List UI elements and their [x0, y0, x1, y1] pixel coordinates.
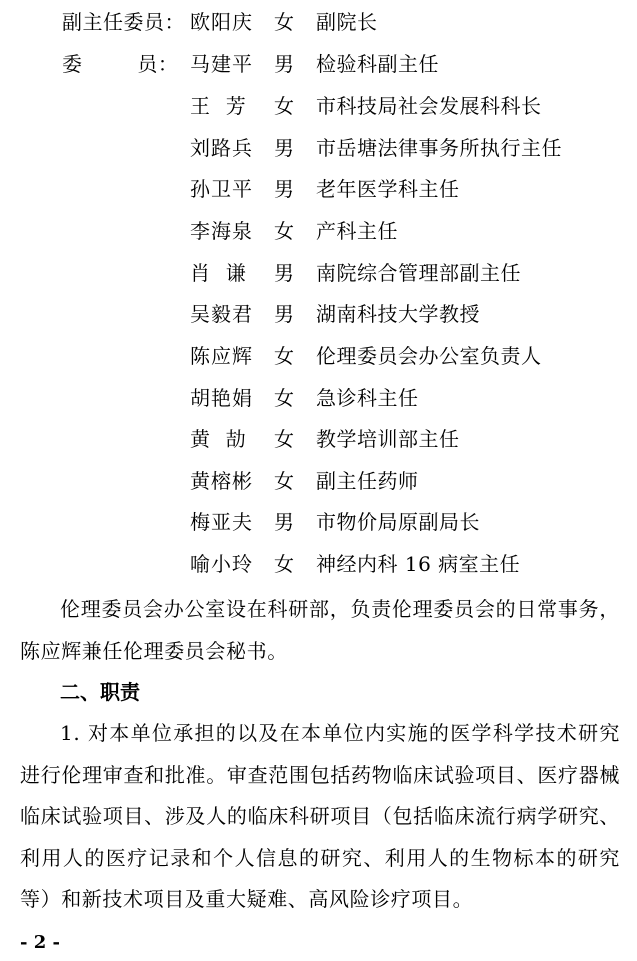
member-name: 梅亚夫	[190, 510, 253, 534]
member-name: 喻小玲	[190, 552, 253, 576]
member-title: 副主任药师	[316, 469, 419, 493]
section-heading: 二、职责	[60, 680, 140, 704]
member-title: 南院综合管理部副主任	[316, 261, 521, 285]
member-name: 陈应辉	[190, 344, 253, 368]
member-gender: 男	[274, 177, 294, 201]
member-gender: 女	[274, 552, 294, 576]
member-gender: 男	[274, 136, 294, 160]
member-title: 教学培训部主任	[316, 427, 460, 451]
member-gender: 女	[274, 94, 294, 118]
vice-chair-role: 副主任委员：	[62, 10, 185, 34]
member-gender: 女	[274, 344, 294, 368]
member-title: 神经内科 16 病室主任	[316, 552, 521, 576]
member-name: 刘路兵	[190, 136, 253, 160]
vice-chair-gender: 女	[274, 10, 294, 34]
member-name: 肖 谦	[190, 261, 247, 285]
duty-paragraph: 1. 对本单位承担的以及在本单位内实施的医学科学技术研究进行伦理审查和批准。审查范围包括药物临床试验项目、医疗器械临床试验项目、涉及人的临床科研项目（包括临床流行病学研究、利用人的医疗记录和个人信息的研究、利用人的生物标本的研究等）和新技术项目及重大疑难、高风险诊疗项目。	[20, 721, 620, 911]
member-title: 老年医学科主任	[316, 177, 460, 201]
member-title: 湖南科技大学教授	[316, 302, 480, 326]
member-name: 吴毅君	[190, 302, 253, 326]
member-name: 胡艳娟	[190, 386, 253, 410]
member-gender: 男	[274, 52, 294, 76]
vice-chair-name: 欧阳庆	[190, 10, 253, 34]
member-gender: 男	[274, 302, 294, 326]
page-number: - 2 -	[20, 932, 60, 953]
member-gender: 男	[274, 261, 294, 285]
member-name: 黄 劼	[190, 427, 247, 451]
member-title: 检验科副主任	[316, 52, 439, 76]
member-name: 黄榕彬	[190, 469, 253, 493]
member-name: 孙卫平	[190, 177, 253, 201]
office-paragraph: 伦理委员会办公室设在科研部，负责伦理委员会的日常事务，陈应辉兼任伦理委员会秘书。	[20, 597, 620, 663]
member-title: 急诊科主任	[316, 386, 419, 410]
member-gender: 女	[274, 469, 294, 493]
member-title: 伦理委员会办公室负责人	[316, 344, 542, 368]
member-gender: 男	[274, 510, 294, 534]
member-title: 产科主任	[316, 219, 398, 243]
member-title: 市岳塘法律事务所执行主任	[316, 136, 562, 160]
member-role-label: 委 员：	[62, 52, 179, 76]
vice-chair-title: 副院长	[316, 10, 378, 34]
member-name: 王 芳	[190, 94, 247, 118]
member-name: 李海泉	[190, 219, 253, 243]
member-gender: 女	[274, 427, 294, 451]
member-title: 市物价局原副局长	[316, 510, 480, 534]
member-name: 马建平	[190, 52, 253, 76]
member-gender: 女	[274, 219, 294, 243]
member-title: 市科技局社会发展科科长	[316, 94, 542, 118]
member-gender: 女	[274, 386, 294, 410]
